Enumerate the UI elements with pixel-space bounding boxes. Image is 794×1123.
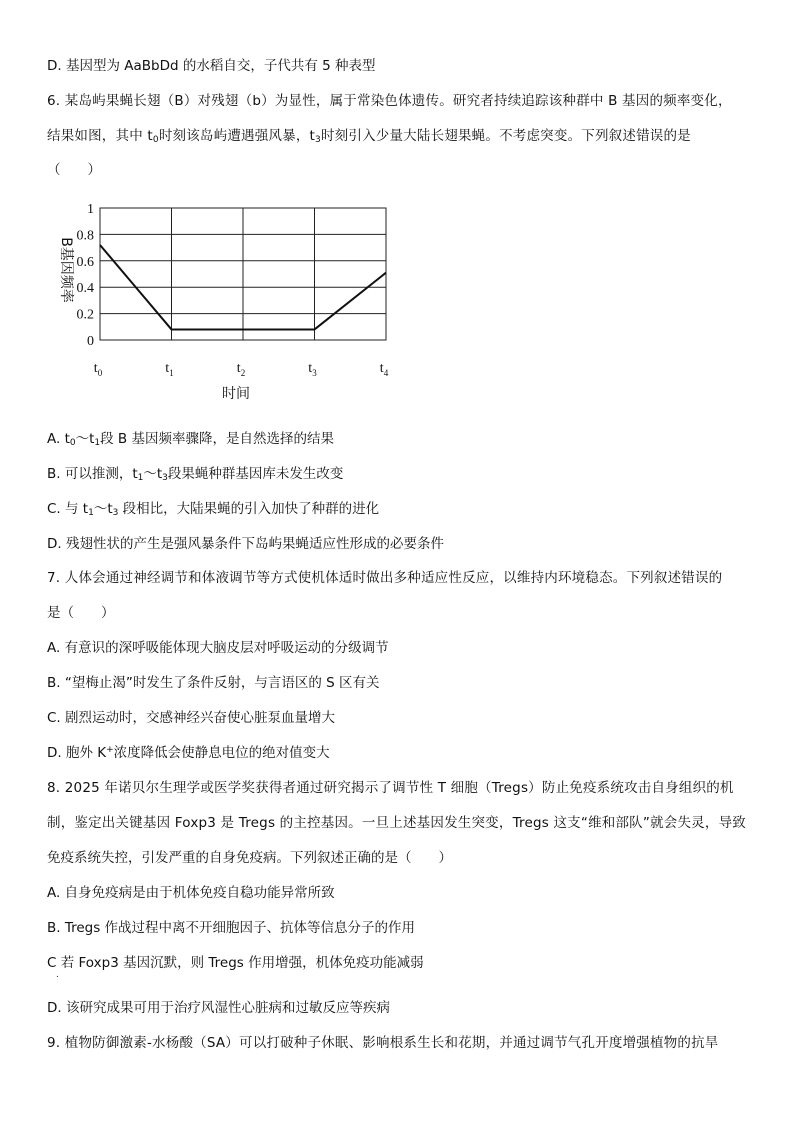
q5-option-d-text: D. 基因型为 AaBbDd 的水稻自交，子代共有 5 种表型	[47, 58, 376, 74]
q8-option-d-text: D. 该研究成果可用于治疗风湿性心脏病和过敏反应等疾病	[47, 1000, 390, 1016]
q7-option-c-text: C. 剧烈运动时，交感神经兴奋使心脏泵血量增大	[47, 710, 336, 726]
q7-option-d	[47, 744, 330, 762]
q8-stem-line1	[47, 779, 734, 797]
x-tick-labels	[94, 361, 389, 378]
x-tick-label: $t_4$	[379, 361, 389, 378]
q8-option-c-text: C 若 Foxp3 基因沉默，则 Tregs 作用增强，机体免疫功能减弱	[47, 955, 424, 971]
q8-option-c-dot	[56, 966, 59, 984]
q7-option-b	[47, 674, 379, 692]
q6-stem-part-c: 时刻引入少量大陆长翅果蝇。不考虑突变。下列叙述错误的是	[320, 128, 691, 144]
q6-b-mid: ～t	[143, 466, 163, 482]
q6-stem-line1	[47, 92, 732, 110]
q7-option-b-text: B. “望梅止渴”时发生了条件反射，与言语区的 S 区有关	[47, 675, 380, 691]
y-tick-label: 0	[87, 334, 94, 349]
x-tick-label: $t_3$	[308, 361, 317, 378]
q7-option-a-text: A. 有意识的深呼吸能体现大脑皮层对呼吸运动的分级调节	[47, 640, 389, 656]
q6-stem-part-a: 结果如图，其中 t	[47, 128, 153, 144]
q6-stem-sub2: 3	[315, 135, 321, 145]
q6-a-pre: A. t	[47, 431, 70, 447]
q6-a-post: 段 B 基因频率骤降，是自然选择的结果	[100, 431, 334, 447]
x-tick-label: $t_1$	[165, 361, 174, 378]
q8-option-b-text: B. Tregs 作战过程中离不开细胞因子、抗体等信息分子的作用	[47, 920, 416, 936]
q7-stem-line2	[47, 604, 115, 622]
q6-stem-part-b: 时刻该岛屿遭遇强风暴，t	[158, 128, 316, 144]
q6-option-c	[47, 500, 379, 518]
q6-a-sub1: 0	[69, 438, 76, 448]
q6-b-sub1: 1	[137, 473, 144, 483]
x-tick-label: $t_0$	[93, 361, 103, 378]
q7-stem-line2-text: 是（ ）	[47, 605, 115, 621]
y-tick-label: 0.4	[76, 281, 94, 297]
q8-stem-line2-text: 制，鉴定出关键基因 Foxp3 是 Tregs 的主控基因。一旦上述基因发生突变，Tregs 这支“维和部队”就会失灵，导致	[47, 815, 746, 831]
q8-stem-line1-text: 8. 2025 年诺贝尔生理学或医学奖获得者通过研究揭示了调节性 T 细胞（Tregs）防止免疫系统攻击自身组织的机	[47, 780, 734, 796]
b-gene-frequency-chart	[50, 198, 400, 410]
q6-stem-line1-text: 6. 某岛屿果蝇长翅（B）对残翅（b）为显性，属于常染色体遗传。研究者持续追踪该种群中 B 基因的频率变化，	[47, 93, 732, 109]
q6-option-b	[47, 465, 343, 483]
q6-option-d	[47, 535, 444, 553]
q8-stem-line3	[47, 849, 452, 867]
y-tick-label: 0.2	[76, 307, 94, 323]
q6-b-pre: B. 可以推测，t	[47, 466, 138, 482]
q7-stem-line1	[47, 569, 722, 587]
q8-stem-line2	[47, 814, 746, 832]
q8-option-a	[47, 884, 335, 902]
q6-stem-sub1: 0	[152, 135, 159, 145]
q8-option-c	[47, 954, 424, 972]
q7-d-post: 浓度降低会使静息电位的绝对值变大	[113, 745, 330, 761]
chart-grid	[100, 208, 386, 340]
q6-stem-line3	[47, 161, 101, 179]
q6-a-sub2: 1	[94, 438, 101, 448]
q6-d-text: D. 残翅性状的产生是强风暴条件下岛屿果蝇适应性形成的必要条件	[47, 536, 444, 552]
y-tick-label: 0.8	[76, 228, 94, 244]
y-tick-label: 0.6	[76, 254, 94, 270]
q6-c-post: 段相比，大陆果蝇的引入加快了种群的进化	[118, 501, 380, 517]
q6-c-pre: C. 与 t	[47, 501, 89, 517]
y-tick-label: 1	[87, 202, 94, 217]
q8-option-c-dot-text: .	[56, 970, 59, 980]
q6-stem-line2	[47, 127, 691, 145]
q8-stem-line3-text: 免疫系统失控，引发严重的自身免疫病。下列叙述正确的是（ ）	[47, 850, 452, 866]
q6-b-post: 段果蝇种群基因库未发生改变	[167, 466, 344, 482]
q7-option-a	[47, 639, 389, 657]
y-axis-label: B基因频率	[58, 237, 74, 303]
q6-a-mid: ～t	[75, 431, 95, 447]
q9-stem-line1-text: 9. 植物防御激素-水杨酸（SA）可以打破种子休眠、影响根系生长和花期，并通过调节气孔开度增强植物的抗旱	[47, 1035, 719, 1051]
q6-option-a	[47, 430, 334, 448]
q8-option-b	[47, 919, 415, 937]
x-tick-label: $t_2$	[236, 361, 246, 378]
q7-stem-line1-text: 7. 人体会通过神经调节和体液调节等方式使机体适时做出多种适应性反应，以维持内环境稳态。下列叙述错误的	[47, 570, 723, 586]
q6-b-sub2: 3	[162, 473, 168, 483]
q7-d-pre: D. 胞外 K	[47, 745, 107, 761]
q6-c-sub2: 3	[112, 508, 119, 518]
q5-option-d	[47, 57, 376, 75]
q8-option-d	[47, 999, 390, 1017]
q7-option-c	[47, 709, 335, 727]
y-tick-labels	[77, 202, 95, 349]
q6-c-mid: ～t	[93, 501, 113, 517]
q8-option-a-text: A. 自身免疫病是由于机体免疫自稳功能异常所致	[47, 885, 335, 901]
x-axis-label: 时间	[222, 386, 250, 402]
q6-answer-bracket: （ ）	[47, 162, 101, 178]
q7-d-sup: +	[106, 745, 114, 755]
q6-c-sub1: 1	[88, 508, 94, 518]
q9-stem-line1	[47, 1034, 719, 1052]
